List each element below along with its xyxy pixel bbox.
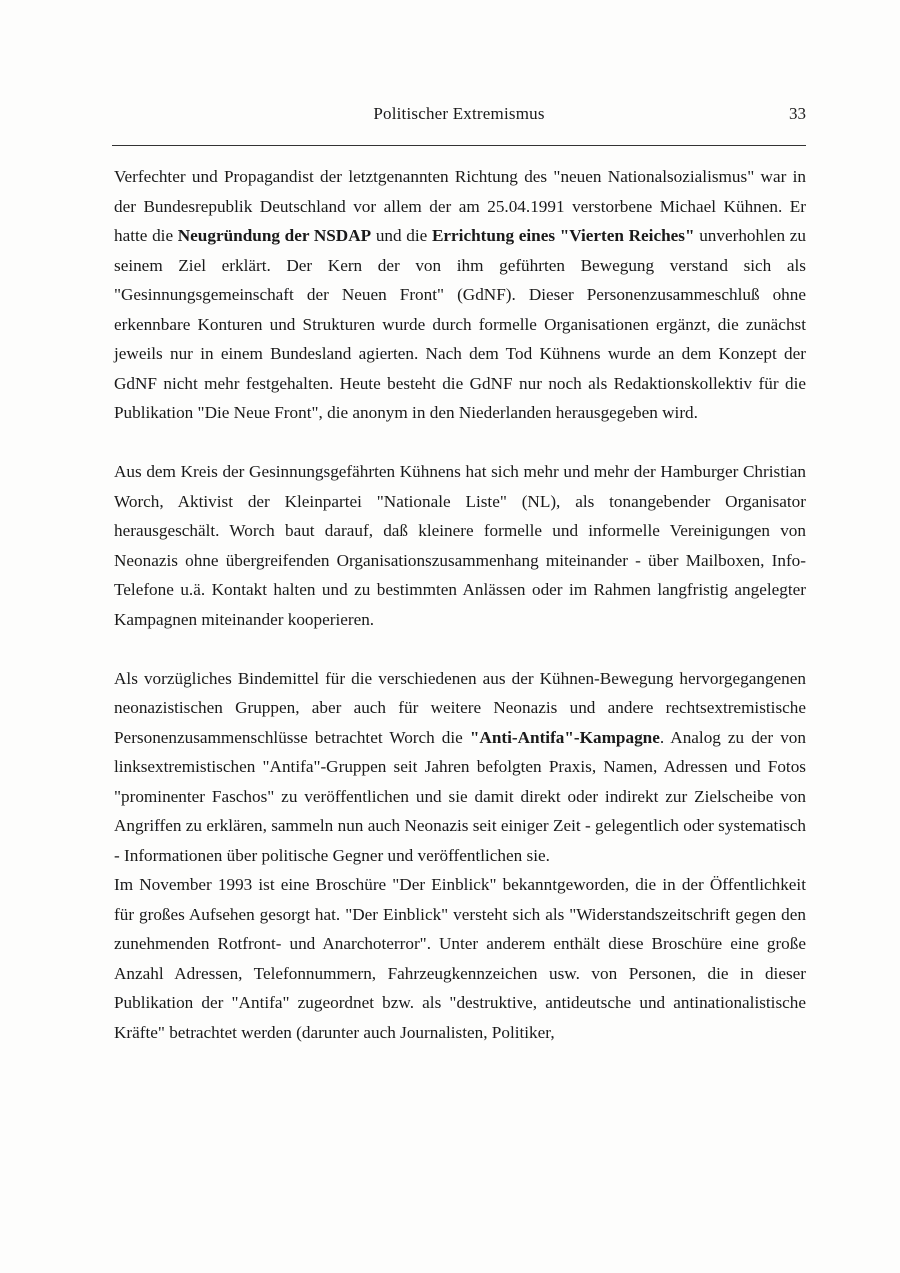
text-run: Als vorzügliches Bindemittel für die verschiedenen aus der Kühnen-Bewegung hervorgegangenen neonazistischen Gruppen, aber auch für weitere Neonazis und andere rechtsextremistische Personenzusammenschlüsse betrachtet Worch die bbox=[114, 668, 806, 747]
paragraph-3 bbox=[114, 664, 806, 871]
text-run: unverhohlen zu seinem Ziel erklärt. Der Kern der von ihm geführten Bewegung verstand sich als "Gesinnungsgemeinschaft der Neuen Front" (GdNF). Dieser Personenzusammeschluß ohne erkennbare Konturen und Strukturen wurde durch formelle Organisationen ergänzt, die zunächst jeweils nur in einem Bundesland agierten. Nach dem Tod Kühnens wurde an dem Konzept der GdNF nicht mehr festgehalten. Heute besteht die GdNF nur noch als Redaktionskollektiv für die Publikation "Die Neue Front", die anonym in den Niederlanden herausgegeben wird. bbox=[114, 226, 807, 422]
text-run: Im November 1993 ist eine Broschüre "Der Einblick" bekanntgeworden, die in der Öffentlichkeit für großes Aufsehen gesorgt hat. "Der Einblick" versteht sich als "Widerstandszeitschrift gegen den zunehmenden Rotfront- und Anarchoterror". Unter anderem enthält diese Broschüre eine große Anzahl Adressen, Telefonnummern, Fahrzeugkennzeichen usw. von Personen, die in dieser Publikation der "Antifa" zugeordnet bzw. als "destruktive, antideutsche und antinationalistische Kräfte" betrachtet werden (darunter auch Journalisten, Politiker, bbox=[114, 875, 806, 1042]
paragraph-4 bbox=[114, 870, 806, 1047]
body-text bbox=[114, 162, 806, 1047]
bold-run: Errichtung eines "Vierten Reiches" bbox=[431, 226, 695, 245]
paragraph-gap bbox=[114, 634, 806, 664]
paragraph-1 bbox=[114, 162, 806, 428]
running-title: Politischer Extremismus bbox=[373, 104, 545, 123]
text-run: . Analog zu der von linksextremistischen "Antifa"-Gruppen seit Jahren befolgten Praxis, Namen, Adressen und Fotos "prominenter Faschos" zu veröffentlichen und sie damit direkt oder indirekt zur Zielscheibe von Angriffen zu erklären, sammeln nun auch Neonazis seit einiger Zeit - gelegentlich oder systematisch - Informationen über politische Gegner und veröffentlichen sie. bbox=[114, 727, 806, 865]
header-rule bbox=[112, 145, 806, 146]
text-run: und die bbox=[371, 226, 432, 245]
page-header bbox=[112, 104, 806, 144]
bold-run: "Anti-Antifa"-Kampagne bbox=[469, 727, 660, 747]
paragraph-gap bbox=[114, 428, 806, 458]
bold-run: Neugründung der NSDAP bbox=[177, 226, 372, 245]
text-run: Aus dem Kreis der Gesinnungsgefährten Kühnens hat sich mehr und mehr der Hamburger Christian Worch, Aktivist der Kleinpartei "Nationale Liste" (NL), als tonangebender Organisator herausgeschält. Worch baut darauf, daß kleinere formelle und informelle Vereinigungen von Neonazis ohne übergreifenden Organisationszusammenhang miteinander - über Mailboxen, Info-Telefone u.ä. Kontakt halten und zu bestimmten Anlässen oder im Rahmen langfristig angelegter Kampagnen miteinander kooperieren. bbox=[114, 462, 806, 629]
paragraph-2 bbox=[114, 457, 806, 634]
page-number: 33 bbox=[789, 104, 806, 123]
text-run: Verfechter und Propagandist der letztgenannten Richtung des "neuen Nationalsozialismus" war in der Bundesrepublik Deutschland vor allem der am 25.04.1991 verstorbene Michael Kühnen. Er hatte die bbox=[114, 167, 806, 245]
